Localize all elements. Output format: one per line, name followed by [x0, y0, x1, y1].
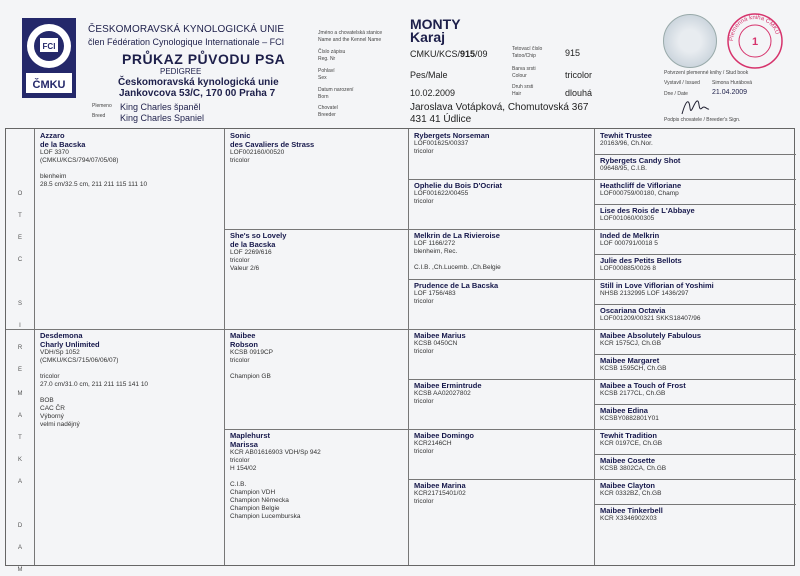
stamp-text: Plemenná kniha ČMKU — [728, 14, 780, 42]
great-grandparent-detail: tricolor — [414, 198, 434, 205]
grandparent-detail: LOF 2269/616 — [230, 249, 272, 256]
great-grandparent-detail: tricolor — [414, 398, 434, 405]
tattoo-label-en: Tatoo/Chip — [512, 53, 536, 59]
grandparent-name: Sonic des Cavaliers de Strass — [230, 131, 315, 149]
issuer-name: Českomoravská kynologická unie — [118, 77, 279, 88]
breeder-line1: Jaroslava Votápková, Chomutovská 367 — [410, 102, 589, 113]
great-grandparent-detail: LOF001625/00337 — [414, 140, 469, 147]
great-grandparent-detail: tricolor — [414, 498, 434, 505]
great-grandparent-detail — [414, 256, 590, 264]
grandparent-detail: Champion Lucemburska — [230, 513, 301, 520]
grandparent-name: She's so Lovely de la Bacska — [230, 231, 287, 249]
hair-label-cz: Druh srsti — [512, 84, 534, 90]
gg-grandparent-detail: KCSB 1595CH, Ch.GB — [600, 365, 667, 372]
gg-grandparent-detail: KCR 1575CJ, Ch.GB — [600, 340, 662, 347]
great-grandparent-cell — [414, 481, 590, 506]
breeder-line2: 431 41 Údlice — [410, 114, 472, 125]
parent-detail — [40, 365, 220, 373]
reg-number: CMKU/KCS/915/09 — [410, 49, 488, 59]
kennel-name: Karaj — [410, 29, 446, 45]
gg-grandparent-name: Tewhit Trustee — [600, 131, 652, 140]
gg-grandparent-detail: KCSB 3802CA, Ch.GB — [600, 465, 667, 472]
grandparent-name: Maibee Robson — [230, 331, 258, 349]
great-grandparent-name: Maibee Marius — [414, 331, 466, 340]
grandparent-detail: tricolor — [230, 357, 250, 364]
issued-label: Vystavil / Issued — [664, 80, 700, 86]
name-label-en: Name and the Kennel Name — [318, 37, 382, 43]
parent-detail: velmi nadějný — [40, 421, 80, 428]
grandparent-detail: Valeur 2/6 — [230, 265, 260, 272]
gg-grandparent-cell — [600, 381, 792, 398]
signature-scribble — [680, 96, 710, 118]
reg-label-en: Reg. Nr — [318, 56, 336, 62]
sex-label-en: Sex — [318, 75, 327, 81]
org-name: ČESKOMORAVSKÁ KYNOLOGICKÁ UNIE — [88, 24, 285, 35]
gg-grandparent-cell — [600, 331, 792, 348]
great-grandparent-detail: LOF 1756/483 — [414, 290, 456, 297]
great-grandparent-cell — [414, 231, 590, 272]
grandparent-cell — [230, 431, 404, 521]
gg-grandparent-cell — [600, 131, 792, 148]
gg-grandparent-name: Tewhit Tradition — [600, 431, 657, 440]
parent-cell — [40, 131, 220, 189]
parent-cell — [40, 331, 220, 429]
org-membership: člen Fédération Cynologique Internationale – FCI — [88, 37, 285, 47]
grandparent-detail: C.I.B. — [230, 481, 247, 488]
gg-grandparent-detail: KCSB 2177CL, Ch.GB — [600, 390, 666, 397]
tattoo-label-cz: Tetovací číslo — [512, 46, 543, 52]
sex-label-cz: Pohlaví — [318, 68, 335, 74]
great-grandparent-name: Maibee Domingo — [414, 431, 475, 440]
dog-name: MONTY — [410, 16, 461, 32]
parent-detail: blenheim — [40, 173, 67, 180]
gg-grandparent-cell — [600, 181, 792, 198]
gg-grandparent-name: Still in Love Viflorian of Yoshimi — [600, 281, 714, 290]
date-value: 21.04.2009 — [712, 89, 748, 96]
breeder-sign-label: Podpis chovatele / Breeder's Sign. — [664, 117, 741, 123]
gg-grandparent-detail: 20163/96, Ch.Nor. — [600, 140, 653, 147]
great-grandparent-cell — [414, 181, 590, 206]
great-grandparent-name: Melkrin de La Rivieroise — [414, 231, 500, 240]
gg-grandparent-cell — [600, 256, 792, 273]
parent-detail: (CMKU/KCS/715/06/06/07) — [40, 357, 119, 364]
breeder-label-en: Breeder — [318, 112, 336, 118]
gg-grandparent-name: Inded de Melkrin — [600, 231, 660, 240]
gg-grandparent-cell — [600, 506, 792, 523]
gg-grandparent-name: Maibee Clayton — [600, 481, 656, 490]
sex-value: Pes/Male — [410, 70, 448, 80]
great-grandparent-detail: C.I.B. ,Ch.Lucemb. ,Ch.Belgie — [414, 264, 501, 271]
breed-cz: King Charles španěl — [120, 102, 201, 112]
gg-grandparent-detail: 09648/95, C.I.B. — [600, 165, 647, 172]
breeder-label-cz: Chovatel — [318, 105, 338, 111]
parent-name: Azzaro de la Bacska — [40, 131, 86, 149]
colour-value: tricolor — [565, 70, 593, 80]
gg-grandparent-cell — [600, 156, 792, 173]
grandparent-detail: Champion VDH — [230, 489, 276, 496]
stamp-center: 1 — [751, 36, 759, 48]
gg-grandparent-cell — [600, 231, 792, 248]
name-label-cz: Jméno a chovatelská stanice — [318, 30, 383, 36]
logo-fci-text: FCI — [42, 42, 56, 51]
gg-grandparent-name: Oscariana Octavia — [600, 306, 666, 315]
grandparent-detail: KCSB 0919CP — [230, 349, 273, 356]
gg-grandparent-cell — [600, 306, 792, 323]
great-grandparent-detail: KCSB AA02027802 — [414, 390, 471, 397]
gg-grandparent-name: Lise des Rois de L'Abbaye — [600, 206, 695, 215]
gg-grandparent-cell — [600, 456, 792, 473]
parent-detail: VDH/Sp 1052 — [40, 349, 80, 356]
colour-label-en: Colour — [512, 73, 527, 79]
great-grandparent-name: Prudence de La Bacska — [414, 281, 499, 290]
gg-grandparent-detail: LOF000759/00180, Champ — [600, 190, 679, 197]
gg-grandparent-name: Maibee a Touch of Frost — [600, 381, 686, 390]
great-grandparent-cell — [414, 331, 590, 356]
reg-label-cz: Číslo zápisu — [318, 49, 346, 55]
document-title: PRŮKAZ PŮVODU PSA — [122, 51, 286, 67]
grandparent-detail: LOF002160/00520 — [230, 149, 285, 156]
breed-en: King Charles Spaniel — [120, 113, 205, 123]
issued-by: Simona Hurábová — [712, 80, 753, 86]
parent-detail: BOB — [40, 397, 54, 404]
breed-label-cz: Plemeno — [92, 103, 112, 109]
gg-grandparent-name: Maibee Absolutely Fabulous — [600, 331, 701, 340]
great-grandparent-name: Ophelie du Bois D'Ocriat — [414, 181, 503, 190]
gg-grandparent-detail: LOF 000791/0018 5 — [600, 240, 658, 247]
parent-detail — [40, 389, 220, 397]
gg-grandparent-name: Maibee Tinkerbell — [600, 506, 663, 515]
grandparent-detail — [230, 365, 404, 373]
parent-detail: (CMKU/KCS/794/07/05/08) — [40, 157, 119, 164]
gg-grandparent-detail: KCSBY0882801Y01 — [600, 415, 659, 422]
gg-grandparent-name: Maibee Margaret — [600, 356, 660, 365]
side-label-dam: M A T K A D A M — [17, 391, 23, 573]
grandparent-detail: tricolor — [230, 257, 250, 264]
date-label: Dne / Date — [664, 91, 688, 97]
gg-grandparent-name: Julie des Petits Bellots — [600, 256, 682, 265]
parent-detail: 28.5 cm/32.5 cm, 211 211 115 111 10 — [40, 181, 148, 188]
grandparent-detail: tricolor — [230, 457, 250, 464]
grandparent-cell — [230, 231, 404, 273]
hair-value: dlouhá — [565, 88, 593, 98]
gg-grandparent-name: Heathcliff de Vifloriane — [600, 181, 682, 190]
gg-grandparent-detail: NHSB 2132995 LOF 1436/297 — [600, 290, 689, 297]
great-grandparent-cell — [414, 131, 590, 156]
born-label-en: Born — [318, 94, 329, 100]
great-grandparent-detail: KCR2146CH — [414, 440, 452, 447]
gg-grandparent-cell — [600, 481, 792, 498]
studbook-confirm-label: Potvrzení plemenné knihy / Stud book — [664, 70, 749, 76]
great-grandparent-name: Rybergets Norseman — [414, 131, 490, 140]
grandparent-detail: Champion Belgie — [230, 505, 280, 512]
great-grandparent-detail: LOF001622/00455 — [414, 190, 469, 197]
grandparent-detail: tricolor — [230, 157, 250, 164]
gg-grandparent-cell — [600, 356, 792, 373]
side-label-sire: O T E C S I R E — [17, 191, 23, 373]
great-grandparent-cell — [414, 281, 590, 306]
born-label-cz: Datum narození — [318, 87, 354, 93]
grandparent-detail: KCR AB01616903 VDH/Sp 942 — [230, 449, 321, 456]
parent-name: Desdemona Charly Unlimited — [40, 331, 100, 349]
great-grandparent-cell — [414, 381, 590, 406]
grandparent-detail: Champion GB — [230, 373, 271, 380]
parent-detail: CAC ČR — [40, 405, 65, 412]
great-grandparent-detail: LOF 1166/272 — [414, 240, 456, 247]
gg-grandparent-detail: KCR X3346902X03 — [600, 515, 657, 522]
parent-detail: 27.0 cm/31.0 cm, 211 211 115 141 10 — [40, 381, 149, 388]
gg-grandparent-detail: KCR 0197CE, Ch.GB — [600, 440, 663, 447]
born-value: 10.02.2009 — [410, 88, 456, 98]
great-grandparent-detail: tricolor — [414, 298, 434, 305]
gg-grandparent-detail: LOF001209/00321 SKKS18407/96 — [600, 315, 701, 322]
fci-cmku-logo — [22, 18, 76, 98]
parent-detail: Výborný — [40, 413, 64, 420]
studbook-stamp — [726, 12, 784, 70]
grandparent-cell — [230, 131, 404, 165]
gg-grandparent-cell — [600, 431, 792, 448]
gg-grandparent-cell — [600, 281, 792, 298]
grandparent-detail — [230, 473, 404, 481]
gg-grandparent-name: Rybergets Candy Shot — [600, 156, 681, 165]
great-grandparent-name: Maibee Marina — [414, 481, 466, 490]
great-grandparent-name: Maibee Ermintrude — [414, 381, 482, 390]
grandparent-detail: Champion Německa — [230, 497, 289, 504]
parent-detail — [40, 165, 220, 173]
document-subtitle: PEDIGREE — [160, 67, 202, 76]
great-grandparent-detail: tricolor — [414, 348, 434, 355]
gg-grandparent-detail: LOF000885/0026 8 — [600, 265, 657, 272]
pedigree-table — [5, 128, 795, 573]
grandparent-name: Maplehurst Marissa — [230, 431, 271, 449]
hair-label-en: Hair — [512, 91, 522, 97]
gg-grandparent-detail: KCR 0332BZ, Ch.GB — [600, 490, 662, 497]
hologram-seal — [663, 14, 717, 68]
great-grandparent-detail: KCR21715401/02 — [414, 490, 466, 497]
colour-label-cz: Barva srsti — [512, 66, 536, 72]
gg-grandparent-cell — [600, 206, 792, 223]
gg-grandparent-cell — [600, 406, 792, 423]
gg-grandparent-detail: LOF001060/00305 — [600, 215, 655, 222]
great-grandparent-detail: tricolor — [414, 448, 434, 455]
great-grandparent-detail: KCSB 0450CN — [414, 340, 458, 347]
breed-label-en: Breed — [92, 113, 106, 119]
parent-detail: LOF 3370 — [40, 149, 69, 156]
logo-cmku-text: ČMKU — [32, 79, 66, 91]
grandparent-cell — [230, 331, 404, 381]
great-grandparent-detail: blenheim, Rec. — [414, 248, 458, 255]
great-grandparent-detail: tricolor — [414, 148, 434, 155]
parent-detail: tricolor — [40, 373, 60, 380]
tattoo-value: 915 — [565, 48, 581, 58]
issuer-address: Jankovcova 53/C, 170 00 Praha 7 — [119, 88, 276, 99]
grandparent-detail: H 154/02 — [230, 465, 257, 472]
gg-grandparent-name: Maibee Edina — [600, 406, 648, 415]
gg-grandparent-name: Maibee Cosette — [600, 456, 656, 465]
great-grandparent-cell — [414, 431, 590, 456]
